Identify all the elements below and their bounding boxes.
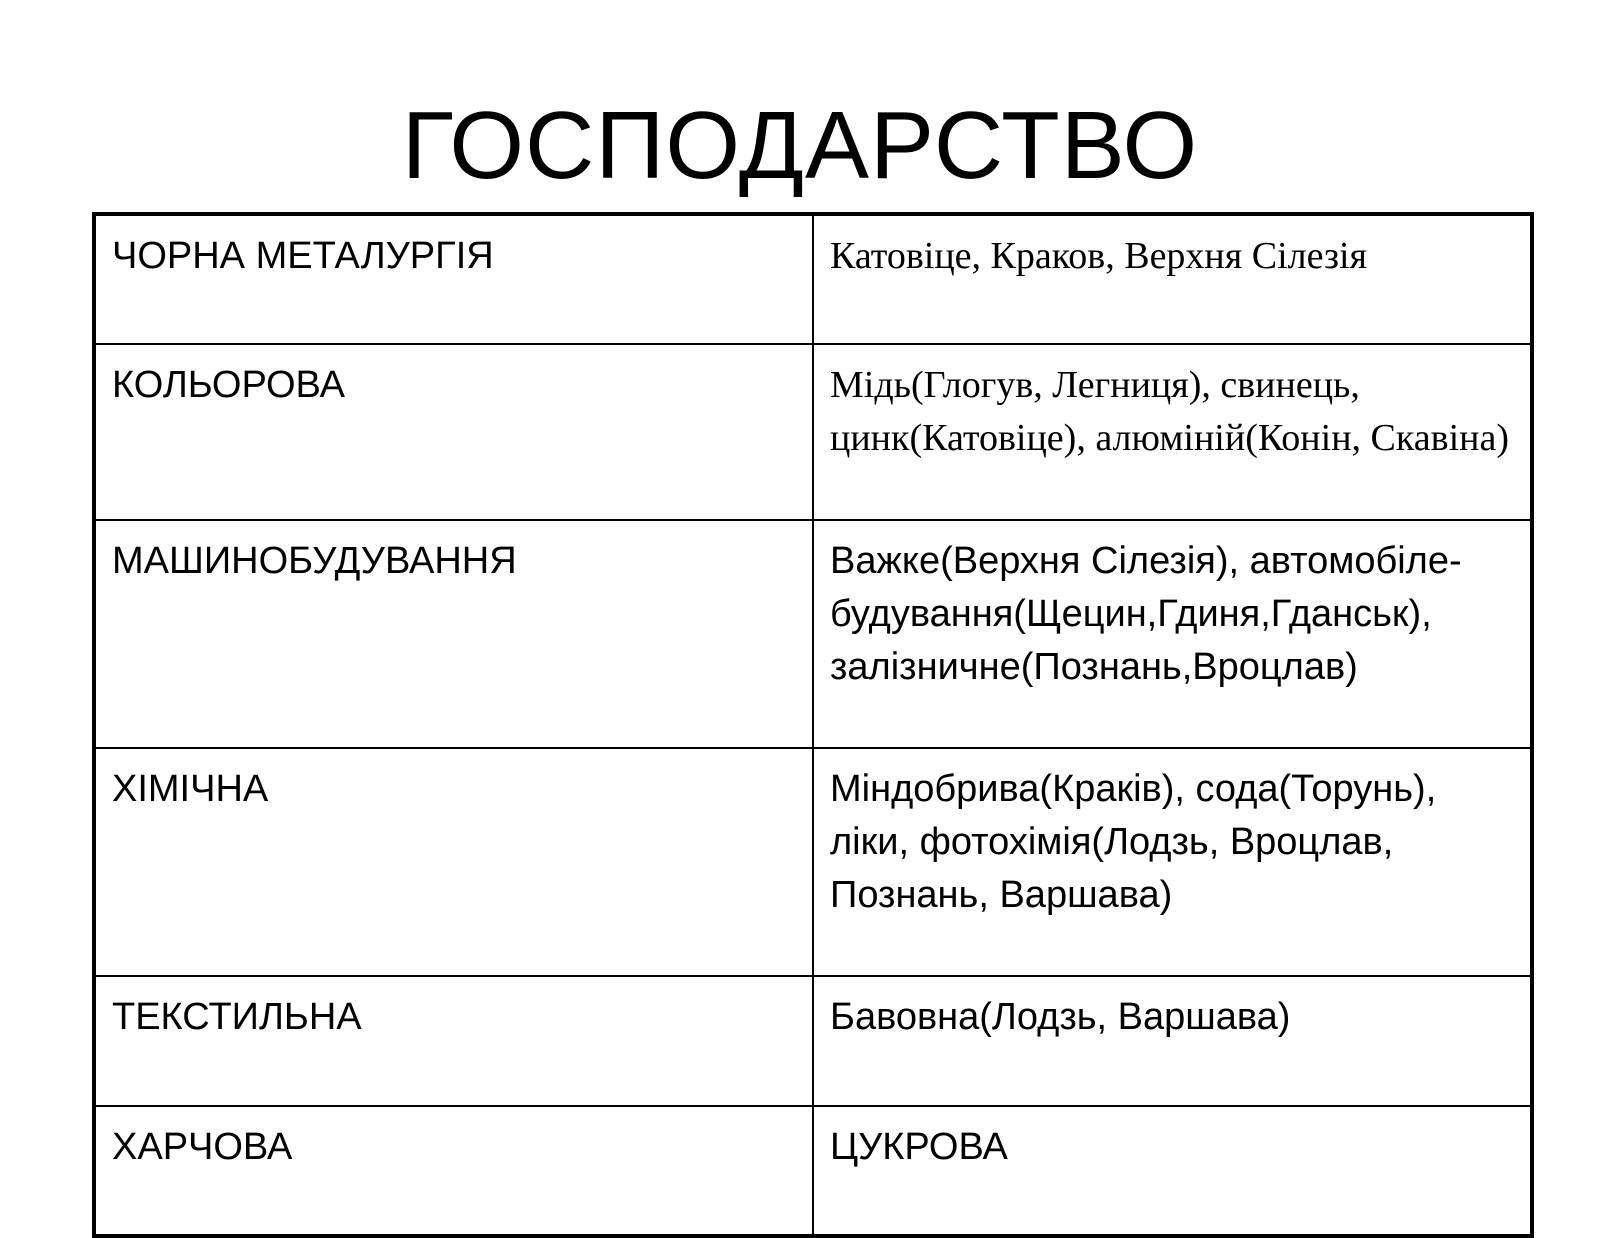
industry-name-cell: ТЕКСТИЛЬНА <box>94 976 813 1106</box>
industry-name-cell: КОЛЬОРОВА <box>94 344 813 520</box>
slide-title: ГОСПОДАРСТВО <box>401 92 1199 199</box>
industry-table <box>92 212 1534 1238</box>
industry-name-cell: ЧОРНА МЕТАЛУРГІЯ <box>94 214 813 344</box>
industry-name-cell: МАШИНОБУДУВАННЯ <box>94 520 813 748</box>
locations-cell: Мідь(Глогув, Легниця), свинець, цинк(Катовіце), алюміній(Конін, Скавіна) <box>813 344 1532 520</box>
table-row <box>94 748 1532 976</box>
table-row <box>94 976 1532 1106</box>
table-row <box>94 1106 1532 1236</box>
locations-cell: ЦУКРОВА <box>813 1106 1532 1236</box>
locations-cell: Бавовна(Лодзь, Варшава) <box>813 976 1532 1106</box>
industry-name-cell: ХІМІЧНА <box>94 748 813 976</box>
locations-cell: Важке(Верхня Сілезія), автомобіле-будування(Щецин,Гдиня,Гданськ), залізничне(Познань,Вроцлав) <box>813 520 1532 748</box>
table-row <box>94 520 1532 748</box>
table-row <box>94 214 1532 344</box>
locations-cell: Міндобрива(Краків), сода(Торунь), ліки, фотохімія(Лодзь, Вроцлав, Познань, Варшава) <box>813 748 1532 976</box>
industry-name-cell: ХАРЧОВА <box>94 1106 813 1236</box>
locations-cell: Катовіце, Краков, Верхня Сілезія <box>813 214 1532 344</box>
table-row <box>94 344 1532 520</box>
